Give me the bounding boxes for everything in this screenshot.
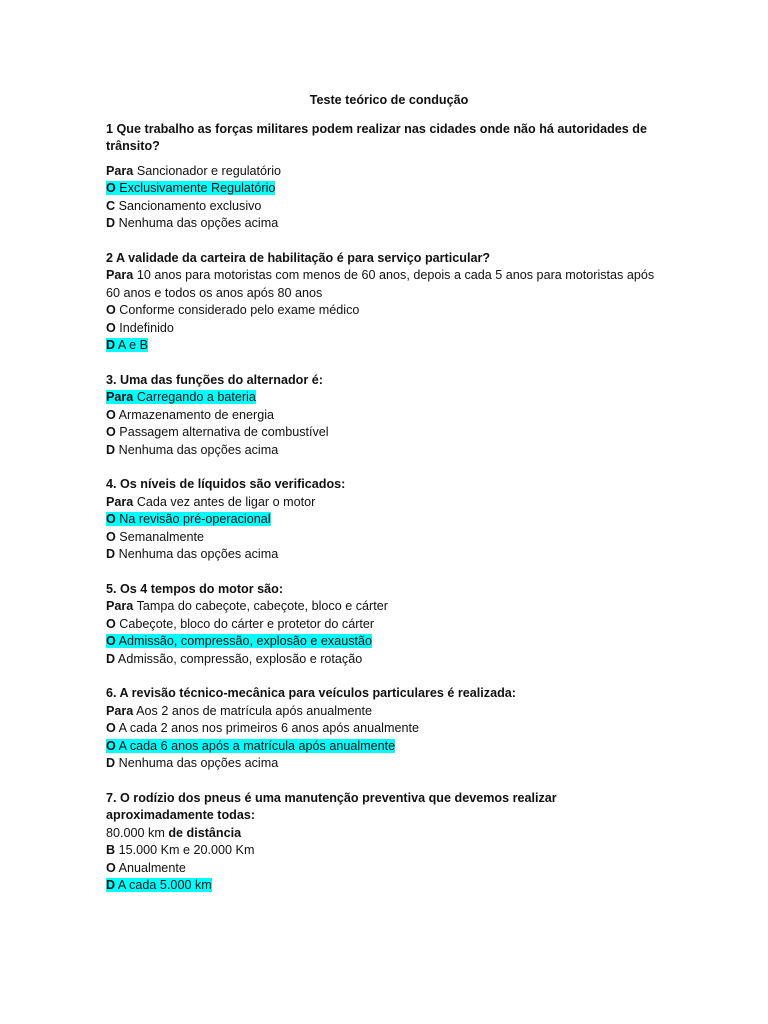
question-text: 5. Os 4 tempos do motor são: <box>106 581 284 596</box>
option-c <box>106 529 666 547</box>
option-c <box>106 633 666 651</box>
option-label: C <box>106 198 116 213</box>
option-text: Anualmente <box>118 860 186 875</box>
option-text: Indefinido <box>119 320 174 335</box>
question-5 <box>106 581 666 669</box>
option-c <box>106 738 666 756</box>
option-d <box>106 442 666 460</box>
option-a <box>106 825 666 843</box>
option-text: A e B <box>117 338 149 352</box>
question-1 <box>106 121 666 233</box>
option-d <box>106 215 666 233</box>
option-c <box>106 320 666 338</box>
correct-answer-highlight <box>106 390 256 404</box>
option-label: O <box>106 721 116 735</box>
correct-answer-highlight <box>106 739 395 753</box>
option-label: D <box>106 442 116 457</box>
correct-answer-highlight <box>106 878 212 892</box>
option-label: D <box>106 338 116 352</box>
option-b <box>106 180 666 198</box>
option-text: Carregando a bateria <box>136 390 256 404</box>
option-label: D <box>106 651 116 666</box>
option-d <box>106 651 666 669</box>
question-6 <box>106 685 666 773</box>
option-label: Para <box>106 703 134 718</box>
question-text: 7. O rodízio dos pneus é uma manutenção preventiva que devemos realizar aproximadamente todas: <box>106 790 557 822</box>
document-page <box>106 92 666 912</box>
option-label: O <box>106 616 116 631</box>
option-text: Sancionamento exclusivo <box>118 198 262 213</box>
option-label: O <box>106 181 116 195</box>
option-text: Armazenamento de energia <box>118 407 275 422</box>
option-d <box>106 546 666 564</box>
correct-answer-highlight <box>106 181 275 195</box>
option-b <box>106 616 666 634</box>
option-label: O <box>106 407 116 422</box>
option-label: O <box>106 738 116 753</box>
option-a <box>106 598 666 616</box>
question-7 <box>106 790 666 895</box>
option-text: Passagem alternativa de combustível <box>119 425 329 439</box>
option-b <box>106 720 666 738</box>
option-text: A cada 6 anos após a matrícula após anualmente <box>118 738 396 753</box>
option-text: Cada vez antes de ligar o motor <box>136 494 316 509</box>
option-text: Cabeçote, bloco do cárter e protetor do cárter <box>119 616 375 631</box>
option-a <box>106 494 666 512</box>
question-3 <box>106 372 666 460</box>
option-text: Conforme considerado pelo exame médico <box>119 303 360 317</box>
document-title: Teste teórico de condução <box>309 93 469 107</box>
option-text: Admissão, compressão, explosão e rotação <box>117 651 363 666</box>
question-text: 3. Uma das funções do alternador é: <box>106 372 323 387</box>
option-d <box>106 755 666 773</box>
option-text: 10 anos para motoristas com menos de 60 anos, depois a cada 5 anos para motoristas após 60 anos e todos os anos após 80 anos <box>106 268 655 300</box>
option-label: O <box>106 425 116 439</box>
question-text: 6. A revisão técnico-mecânica para veículos particulares é realizada: <box>106 686 516 700</box>
option-label: Para <box>106 390 134 404</box>
option-text: 80.000 km <box>106 825 165 840</box>
option-label: Para <box>106 599 134 613</box>
option-c <box>106 860 666 878</box>
option-text: Nenhuma das opções acima <box>118 216 279 230</box>
option-text: 15.000 Km e 20.000 Km <box>118 843 255 857</box>
option-label: O <box>106 320 116 335</box>
option-b <box>106 511 666 529</box>
option-a <box>106 703 666 721</box>
option-text: Exclusivamente Regulatório <box>119 181 276 195</box>
option-label: O <box>106 529 116 544</box>
option-a <box>106 267 666 302</box>
question-2 <box>106 250 666 355</box>
option-text: A cada 5.000 km <box>117 878 212 892</box>
option-text: Aos 2 anos de matrícula após anualmente <box>136 703 373 718</box>
option-label: B <box>106 843 116 857</box>
option-label: D <box>106 756 116 770</box>
option-text: Admissão, compressão, explosão e exaustão <box>118 634 373 648</box>
option-label: O <box>106 634 116 648</box>
option-text: Semanalmente <box>119 529 205 544</box>
option-label: O <box>106 860 116 875</box>
option-c <box>106 198 666 216</box>
option-b <box>106 302 666 320</box>
option-suffix: de distância <box>168 825 242 840</box>
option-text: Na revisão pré-operacional <box>119 512 271 526</box>
option-text: Nenhuma das opções acima <box>118 547 279 561</box>
correct-answer-highlight <box>106 634 372 648</box>
option-a <box>106 163 666 181</box>
option-label: Para <box>106 494 134 509</box>
option-d <box>106 337 666 355</box>
option-text: Nenhuma das opções acima <box>118 756 279 770</box>
option-text: Sancionador e regulatório <box>136 163 282 178</box>
option-c <box>106 424 666 442</box>
correct-answer-highlight <box>106 512 271 526</box>
question-text: 4. Os níveis de líquidos são verificados: <box>106 477 346 491</box>
question-4 <box>106 476 666 564</box>
question-text: 1 Que trabalho as forças militares podem realizar nas cidades onde não há autoridades de trânsito? <box>106 121 648 153</box>
option-label: Para <box>106 163 134 178</box>
option-text: Nenhuma das opções acima <box>118 442 279 457</box>
option-label: O <box>106 303 116 317</box>
option-label: O <box>106 512 116 526</box>
option-label: D <box>106 547 116 561</box>
option-label: D <box>106 216 116 230</box>
option-d <box>106 877 666 895</box>
option-text: A cada 2 anos nos primeiros 6 anos após anualmente <box>118 721 419 735</box>
question-text: 2 A validade da carteira de habilitação é para serviço particular? <box>106 250 491 265</box>
option-label: D <box>106 878 116 892</box>
option-b <box>106 407 666 425</box>
correct-answer-highlight <box>106 338 148 352</box>
option-b <box>106 842 666 860</box>
option-a <box>106 389 666 407</box>
option-text: Tampa do cabeçote, cabeçote, bloco e cárter <box>136 599 388 613</box>
option-label: Para <box>106 268 134 282</box>
